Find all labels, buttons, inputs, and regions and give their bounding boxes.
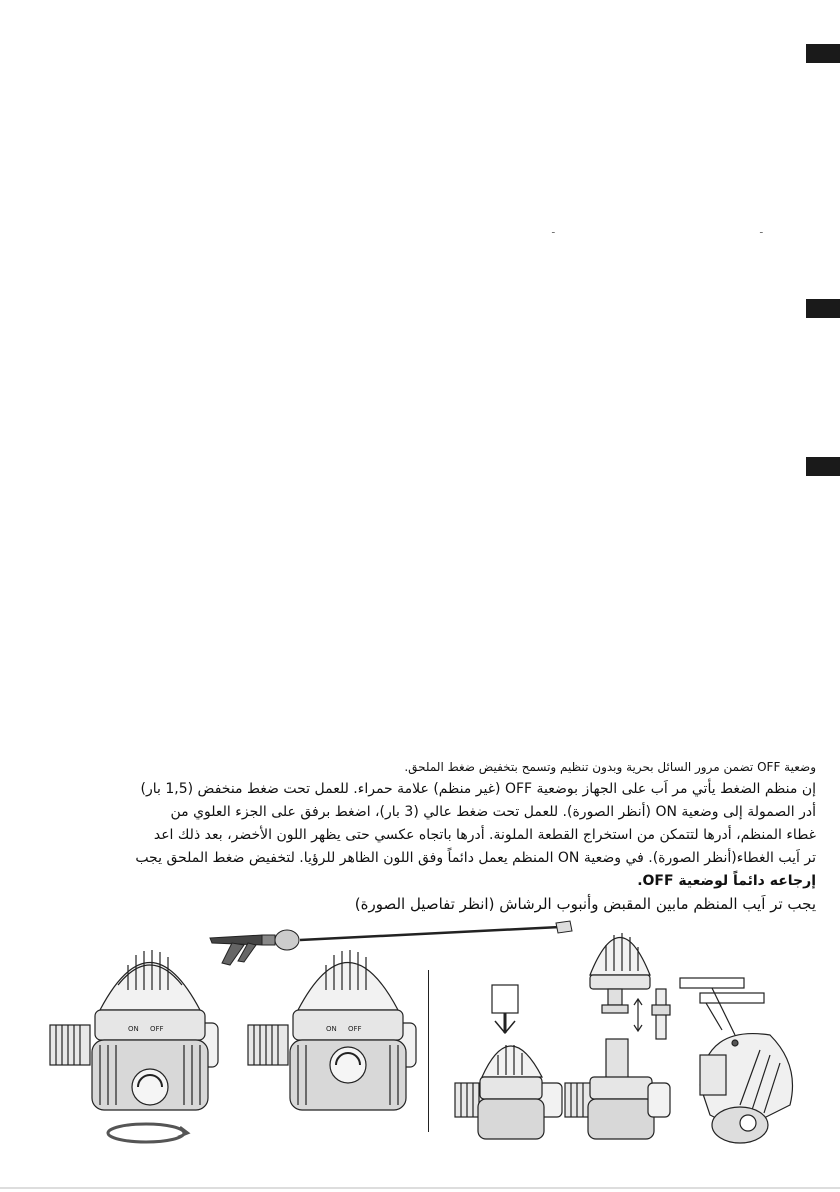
regulator-illustration-5 (680, 978, 793, 1143)
section-tab-1 (806, 44, 840, 63)
tick-mark-b: ـ (760, 226, 763, 236)
text-line-3: أدر الصمولة إلى وضعية ON (أنظر الصورة). للعمل تحت ضغط عالي (3 بار)، اضغط برفق على الجزء العلوي من (170, 804, 816, 820)
regulator-1-on-label: ON (128, 1025, 139, 1033)
regulator-illustration-3 (455, 985, 562, 1139)
illustrations (0, 905, 840, 1155)
tick-mark-a: ـ (552, 226, 555, 236)
regulator-2-off-label: OFF (348, 1025, 362, 1033)
section-tab-3 (806, 457, 840, 476)
text-line-6: إرجاعه دائماً لوضعية OFF. (637, 873, 816, 889)
regulator-2-on-label: ON (326, 1025, 337, 1033)
sprayer-lance-illustration (210, 921, 572, 965)
page-bottom-rule (0, 1187, 840, 1189)
regulator-1-off-label: OFF (150, 1025, 164, 1033)
regulator-illustration-4 (565, 933, 670, 1139)
text-line-5: تر اَيب الغطاء(أنظر الصورة). في وضعية ON المنظم يعمل دائماً وفق اللون الظاهر للرؤيا. لتخفيض ضغط الملحق يجب (135, 850, 816, 866)
instructions-paragraph (100, 760, 816, 915)
text-line-2: إن منظم الضغط يأتي مر اَب على الجهاز بوضعية OFF (غير منظم) علامة حمراء. للعمل تحت ضغط منخفض (1,5 بار) (140, 781, 816, 797)
text-line-4: غطاء المنظم، أدرها لتتمكن من استخراج القطعة الملونة. أدرها باتجاه عكسي حتى يظهر اللون الأخضر، بعد ذلك اعد (153, 827, 816, 843)
figure-divider (428, 970, 429, 1132)
text-line-1: وضعية OFF تضمن مرور السائل بحرية وبدون تنظيم وتسمح بتخفيض ضغط الملحق. (404, 760, 816, 774)
text-line-7: يجب تر اَيب المنظم مابين المقبض وأنبوب الرشاش (انظر تفاصيل الصورة) (354, 895, 816, 913)
regulator-illustration-1 (50, 950, 218, 1142)
section-tab-2 (806, 299, 840, 318)
